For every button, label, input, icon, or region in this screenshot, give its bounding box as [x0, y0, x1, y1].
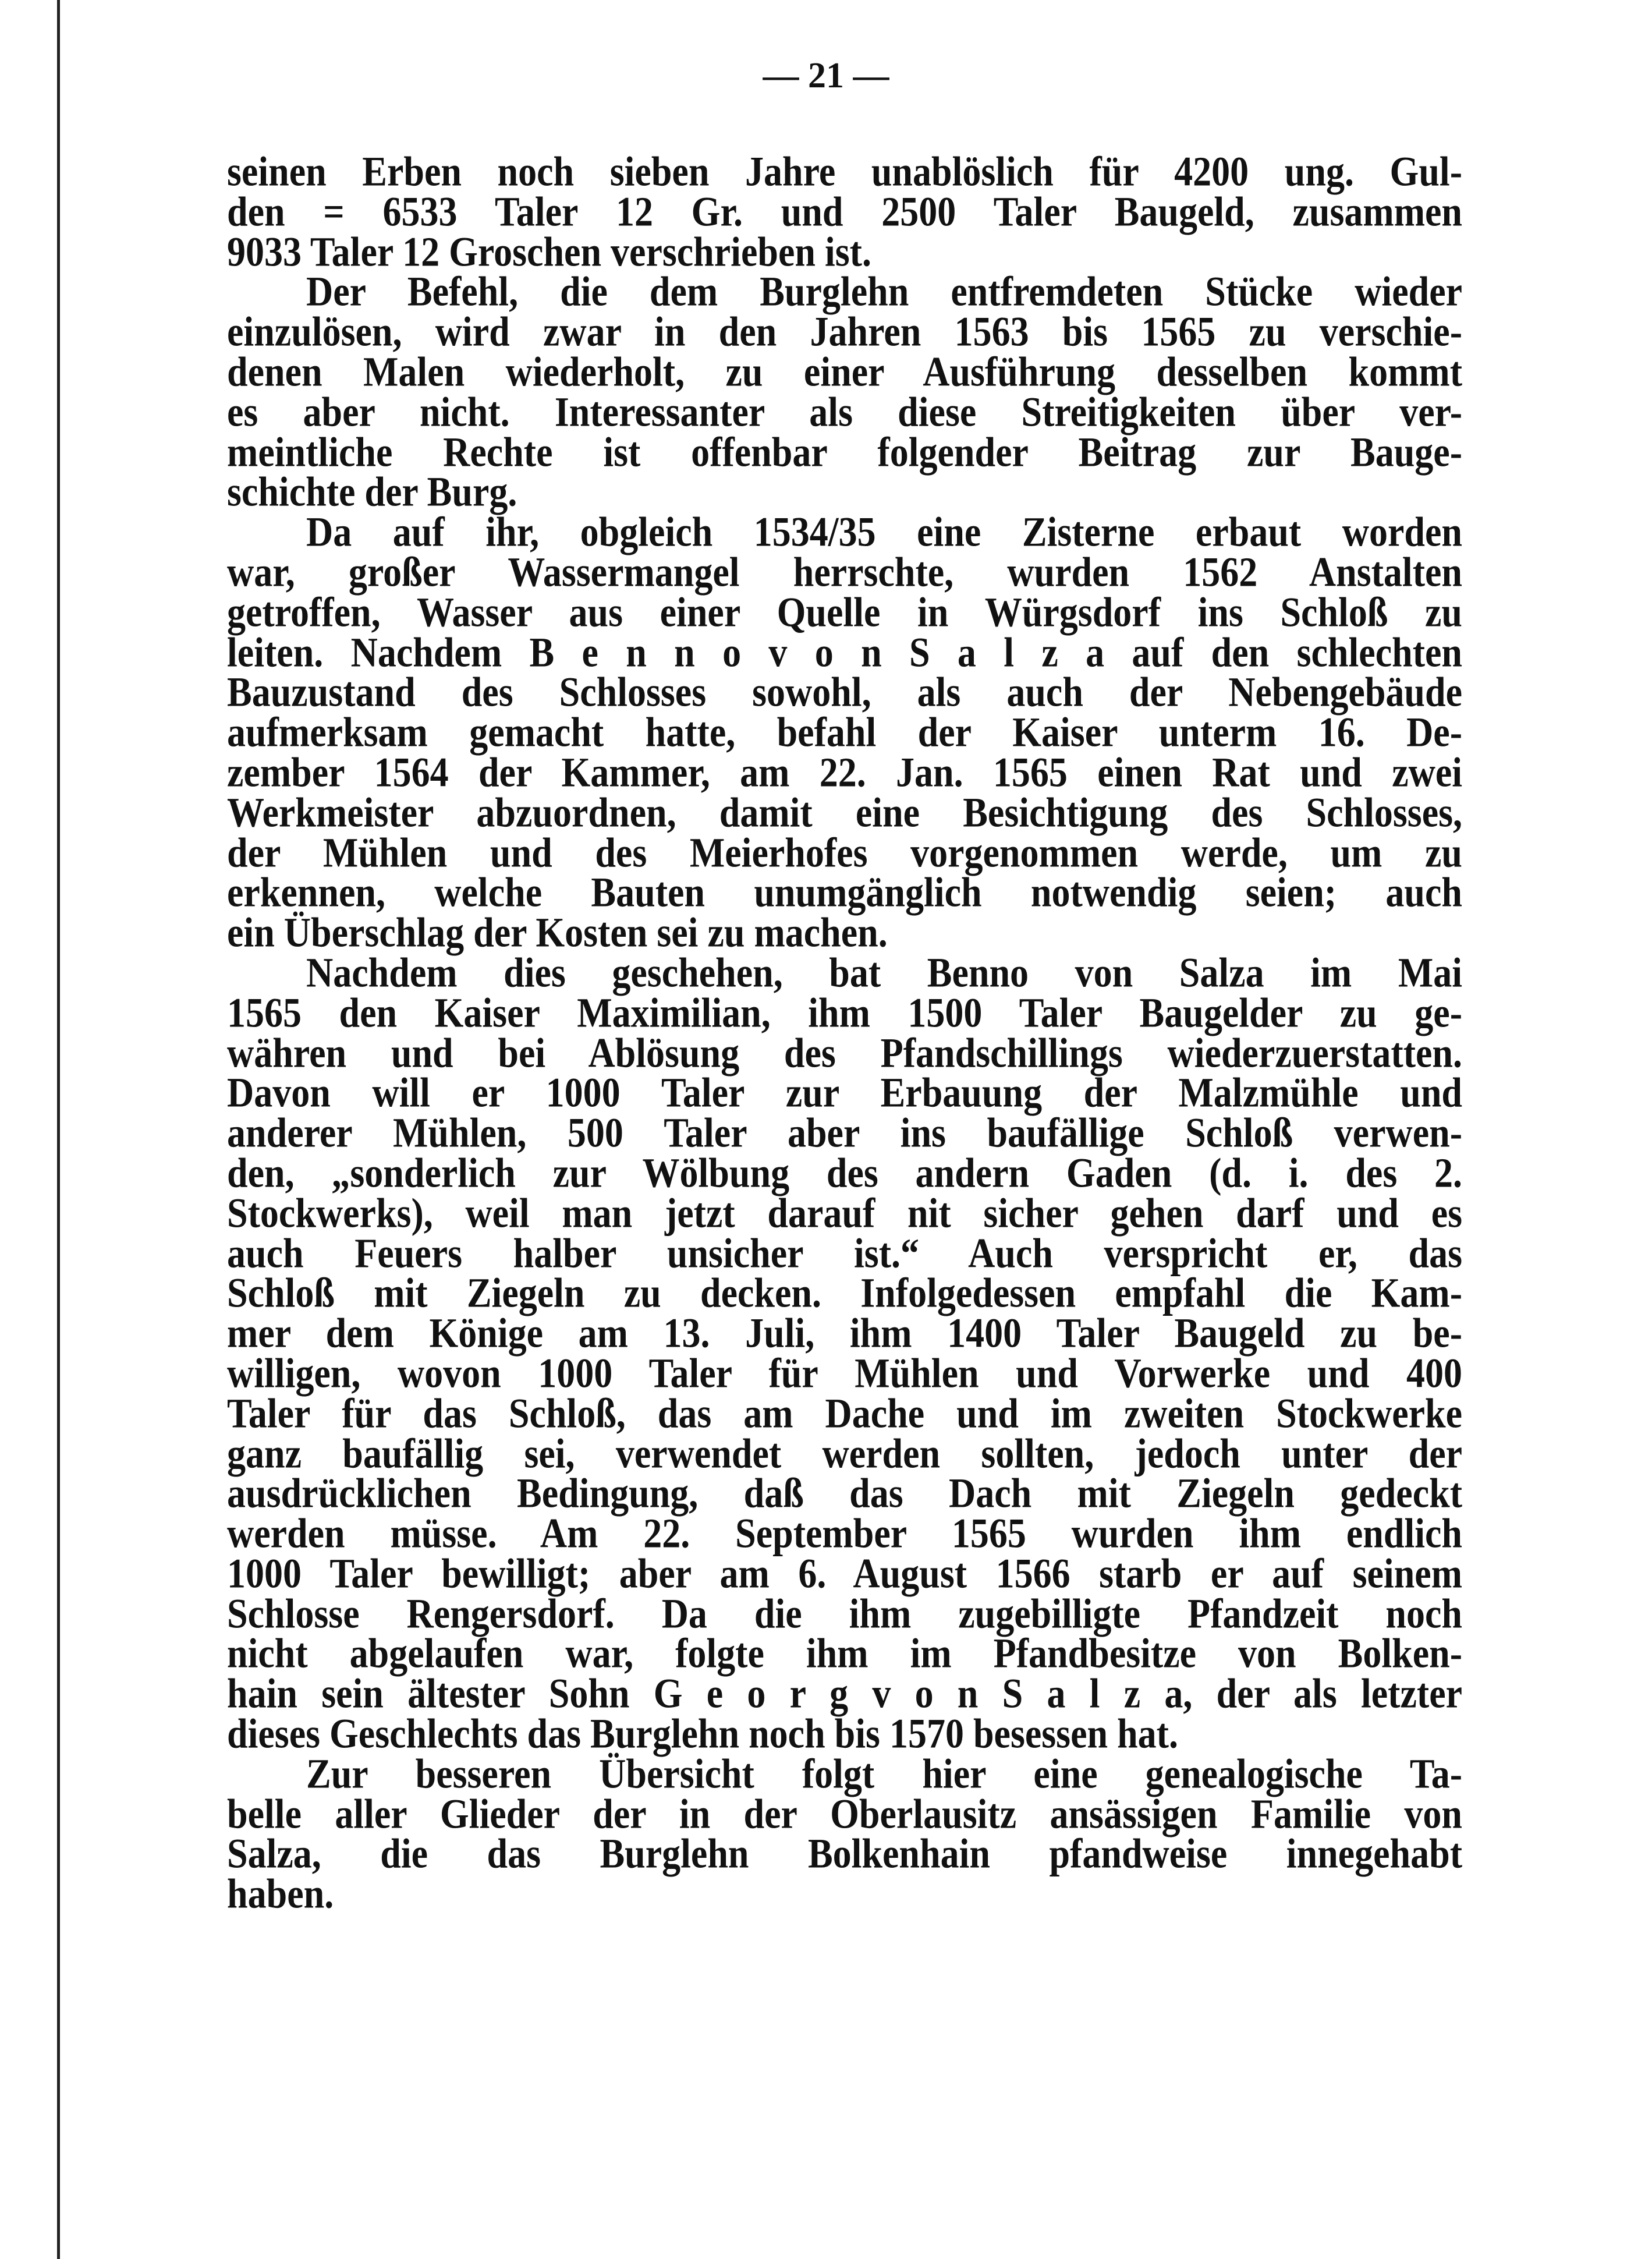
text-line: dieses Geschlechts das Burglehn noch bis 1570 besessen hat. [227, 1710, 1178, 1757]
text-line: Davon will er 1000 Taler zur Erbauung der Malzmühle und [227, 1070, 1462, 1116]
text-line: Salza, die das Burglehn Bolkenhain pfandweise innegehabt [227, 1830, 1462, 1877]
text-line: einzulösen, wird zwar in den Jahren 1563 bis 1565 zu verschie- [227, 308, 1462, 355]
text-line: Nachdem dies geschehen, bat Benno von Salza im Mai [306, 949, 1462, 996]
text-line: 1000 Taler bewilligt; aber am 6. August 1566 starb er auf seinem [227, 1550, 1462, 1597]
paragraph [227, 508, 1462, 956]
body-text [227, 148, 1462, 1917]
text-line: ganz baufällig sei, verwendet werden sollten, jedoch unter der [227, 1430, 1462, 1477]
text-line: zember 1564 der Kammer, am 22. Jan. 1565 einen Rat und zwei [227, 749, 1462, 796]
text-line: war, großer Wassermangel herrschte, wurden 1562 Anstalten [227, 548, 1462, 596]
text-line: erkennen, welche Bauten unumgänglich notwendig seien; auch [227, 869, 1462, 916]
text-line: Bauzustand des Schlosses sowohl, als auch der Nebengebäude [227, 669, 1462, 716]
text-line: der Mühlen und des Meierhofes vorgenommen werde, um zu [227, 829, 1462, 876]
text-line: Der Befehl, die dem Burglehn entfremdeten Stücke wieder [306, 268, 1462, 315]
text-line: meintliche Rechte ist offenbar folgender Beitrag zur Bauge- [227, 429, 1462, 475]
page-number: — 21 — [763, 56, 889, 95]
text-line: hain sein ältester Sohn G e o r g v o n S a l z a, der als letzter [227, 1670, 1462, 1717]
page-margin-rule [57, 0, 60, 2259]
text-line: den = 6533 Taler 12 Gr. und 2500 Taler Baugeld, zusammen [227, 188, 1462, 235]
text-line: es aber nicht. Interessanter als diese Streitigkeiten über ver- [227, 388, 1462, 435]
paragraph [227, 1750, 1462, 1917]
text-line: Zur besseren Übersicht folgt hier eine genealogische Ta- [306, 1750, 1462, 1797]
text-line: Da auf ihr, obgleich 1534/35 eine Zisterne erbaut worden [306, 508, 1462, 555]
text-line: 9033 Taler 12 Groschen verschrieben ist. [227, 228, 871, 275]
text-line: denen Malen wiederholt, zu einer Ausführung desselben kommt [227, 348, 1462, 395]
text-line: haben. [227, 1871, 334, 1917]
text-line: auch Feuers halber unsicher ist.“ Auch verspricht er, das [227, 1230, 1462, 1276]
text-line: 1565 den Kaiser Maximilian, ihm 1500 Taler Baugelder zu ge- [227, 989, 1462, 1036]
text-line: getroffen, Wasser aus einer Quelle in Würgsdorf ins Schloß zu [227, 589, 1462, 636]
paragraph [227, 268, 1462, 515]
text-line: Werkmeister abzuordnen, damit eine Besichtigung des Schlosses, [227, 789, 1462, 836]
text-line: Schlosse Rengersdorf. Da die ihm zugebilligte Pfandzeit noch [227, 1590, 1462, 1637]
text-line: Taler für das Schloß, das am Dache und im zweiten Stockwerke [227, 1390, 1462, 1437]
text-line: währen und bei Ablösung des Pfandschillings wiederzuerstatten. [227, 1029, 1462, 1076]
text-line: werden müsse. Am 22. September 1565 wurden ihm endlich [227, 1510, 1462, 1557]
text-line: Stockwerks), weil man jetzt darauf nit sicher gehen darf und es [227, 1189, 1462, 1237]
paragraph [227, 949, 1462, 1757]
text-line: nicht abgelaufen war, folgte ihm im Pfandbesitze von Bolken- [227, 1630, 1462, 1677]
text-line: anderer Mühlen, 500 Taler aber ins baufällige Schloß verwen- [227, 1109, 1462, 1156]
text-line: willigen, wovon 1000 Taler für Mühlen und Vorwerke und 400 [227, 1350, 1462, 1397]
text-line: leiten. Nachdem B e n n o v o n S a l z a auf den schlechten [227, 629, 1462, 675]
text-line: ausdrücklichen Bedingung, daß das Dach mit Ziegeln gedeckt [227, 1470, 1462, 1517]
text-line: seinen Erben noch sieben Jahre unablöslich für 4200 ung. Gul- [227, 148, 1462, 195]
text-line: Schloß mit Ziegeln zu decken. Infolgedessen empfahl die Kam- [227, 1270, 1462, 1316]
paragraph [227, 148, 1462, 275]
text-line: ein Überschlag der Kosten sei zu machen. [227, 909, 888, 956]
text-line: mer dem Könige am 13. Juli, ihm 1400 Taler Baugeld zu be- [227, 1309, 1462, 1357]
text-line: belle aller Glieder der in der Oberlausitz ansässigen Familie von [227, 1790, 1462, 1837]
text-line: schichte der Burg. [227, 469, 517, 515]
text-line: den, „sonderlich zur Wölbung des andern Gaden (d. i. des 2. [227, 1149, 1462, 1196]
text-line: aufmerksam gemacht hatte, befahl der Kaiser unterm 16. De- [227, 709, 1462, 756]
